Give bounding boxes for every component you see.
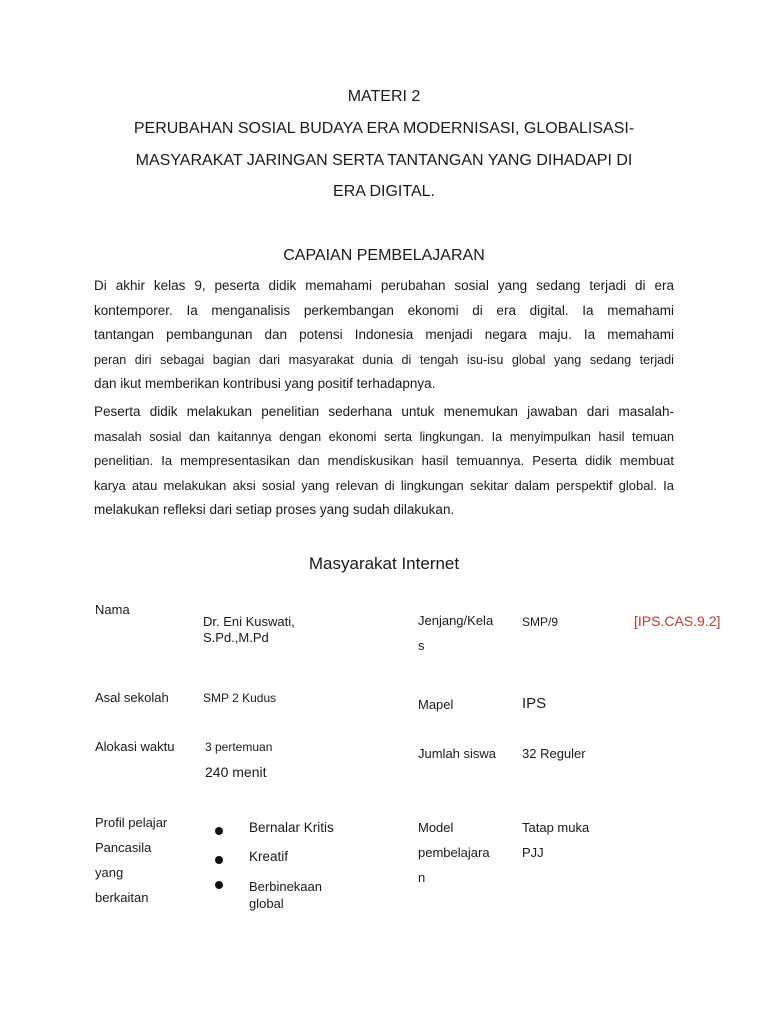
list-item-label: Berbinekaan — [249, 879, 322, 894]
paragraph-line: peran diri sebagai bagian dari masyarakat dunia di tengah isu-isu global yang sedang terjadi — [94, 352, 674, 367]
header-title-line-2: MASYARAKAT JARINGAN SERTA TANTANGAN YANG DIHADAPI DI — [135, 152, 633, 169]
paragraph-line: Di akhir kelas 9, peserta didik memahami perubahan sosial yang sedang terjadi di era — [94, 278, 674, 293]
alokasi-waktu-value-2: 240 menit — [205, 764, 267, 780]
paragraph-line: masalah sosial dan kaitannya dengan ekonomi serta lingkungan. Ia menyimpulkan hasil temuan — [94, 429, 674, 444]
alokasi-waktu-label: Alokasi waktu — [95, 739, 175, 754]
list-item — [215, 849, 334, 878]
profil-label — [95, 810, 167, 910]
section-title: Masyarakat Internet — [308, 554, 460, 573]
model-value-line: Tatap muka — [522, 820, 590, 835]
model-label-line: Model — [418, 820, 454, 835]
paragraph-line: Peserta didik melakukan penelitian sederhana untuk menemukan jawaban dari masalah- — [94, 404, 674, 419]
mapel-value: IPS — [522, 695, 547, 712]
kode-capaian: [IPS.CAS.9.2] — [634, 613, 721, 629]
paragraph-line: karya atau melakukan aksi sosial yang relevan di lingkungan sekitar dalam perspektif global. Ia — [94, 477, 674, 493]
jenjang-label-line: s — [418, 638, 425, 653]
paragraph-line: tantangan pembangunan dan potensi Indonesia menjadi negara maju. Ia memahami — [94, 327, 674, 343]
header-materi: MATERI 2 — [347, 88, 421, 105]
paragraph-line: penelitian. Ia mempresentasikan dan mendiskusikan hasil temuannya. Peserta didik membuat — [94, 453, 674, 469]
capaian-heading: CAPAIAN PEMBELAJARAN — [283, 247, 485, 264]
jenjang-label — [418, 608, 493, 658]
header-title-line-3: ERA DIGITAL. — [333, 183, 435, 200]
jenjang-label-line: Jenjang/Kela — [418, 613, 494, 628]
mapel-label: Mapel — [418, 697, 454, 712]
model-label — [418, 815, 490, 890]
capaian-paragraph-1 — [94, 274, 674, 397]
capaian-paragraph-2 — [94, 400, 674, 523]
paragraph-line: melakukan refleksi dari setiap proses yang sudah dilakukan. — [94, 502, 455, 518]
list-item-label: Kreatif — [249, 849, 289, 864]
list-item — [215, 878, 334, 912]
paragraph-line: dan ikut memberikan kontribusi yang positif terhadapnya. — [94, 376, 436, 392]
profil-label-line: berkaitan — [95, 890, 149, 905]
nama-value-line: Dr. Eni Kuswati, — [203, 614, 295, 629]
model-label-line: pembelajara — [418, 845, 490, 860]
asal-sekolah-label: Asal sekolah — [95, 690, 169, 705]
profil-label-line: Profil pelajar — [95, 815, 168, 830]
model-value-line: PJJ — [522, 845, 544, 860]
jumlah-siswa-label: Jumlah siswa — [418, 746, 497, 761]
model-value — [522, 815, 589, 865]
model-label-line: n — [418, 870, 426, 885]
bullet-icon — [215, 881, 223, 889]
nama-label: Nama — [95, 602, 130, 617]
alokasi-waktu-value-1: 3 pertemuan — [205, 740, 273, 754]
bullet-icon — [215, 856, 223, 864]
profil-list — [215, 820, 334, 912]
nama-value — [203, 614, 295, 646]
list-item-label: global — [249, 896, 284, 911]
list-item — [215, 820, 334, 849]
nama-value-line: S.Pd.,M.Pd — [203, 630, 269, 645]
asal-sekolah-value: SMP 2 Kudus — [203, 691, 277, 705]
bullet-icon — [215, 827, 223, 835]
profil-label-line: Pancasila — [95, 840, 152, 855]
jenjang-value: SMP/9 — [522, 615, 559, 629]
header-title-line-1: PERUBAHAN SOSIAL BUDAYA ERA MODERNISASI, GLOBALISASI- — [133, 120, 635, 137]
list-item-label: Bernalar Kritis — [249, 820, 334, 835]
profil-label-line: yang — [95, 865, 124, 880]
paragraph-line: kontemporer. Ia menganalisis perkembangan ekonomi di era digital. Ia memahami — [94, 302, 674, 318]
jumlah-siswa-value: 32 Reguler — [522, 746, 586, 761]
